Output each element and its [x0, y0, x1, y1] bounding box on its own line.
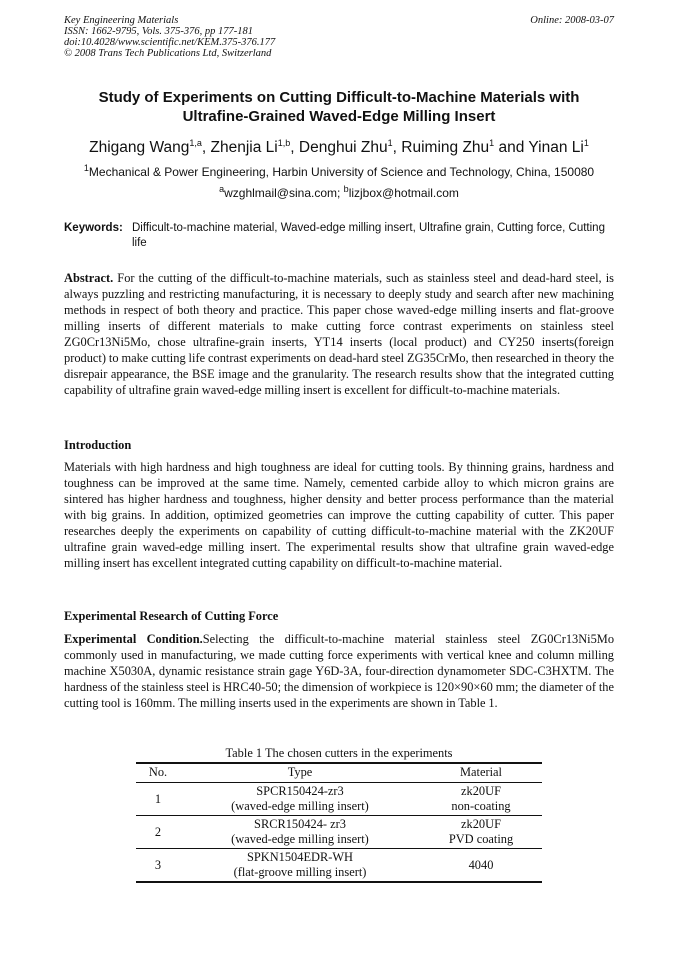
cell-material [420, 783, 542, 816]
author-name: Ruiming Zhu [401, 139, 490, 156]
abstract-label: Abstract. [64, 271, 114, 285]
cell-type [180, 783, 420, 816]
keywords-text: Difficult-to-machine material, Waved-edge milling insert, Ultrafine grain, Cutting force, Cutting life [132, 222, 605, 249]
author-separator: , [201, 139, 211, 156]
online-date: Online: 2008-03-07 [530, 15, 614, 26]
author-name: Yinan Li [528, 139, 584, 156]
cell-type [180, 849, 420, 883]
table-row [136, 816, 542, 849]
title-line-1: Study of Experiments on Cutting Difficult-to-Machine Materials with [98, 89, 580, 106]
experimental-condition-text: Selecting the difficult-to-machine material stainless steel ZG0Cr13Ni5Mo commonly used in manufacturing, we made cutting force experiments with vertical knee and column milling machine X5030A, dynamic resistance strain gage Y6D-3A, four-direction dynamometer SDC-C3HXTM. The hardness of the stainless steel is HRC40-50; the dimension of workpiece is 120×90×60 mm; the diameter of the cutting tool is 160mm. The milling inserts used in the experiments are shown in Table 1. [64, 632, 615, 710]
col-header-no: No. [136, 763, 180, 783]
experimental-condition [64, 631, 614, 711]
type-code: SRCR150424- zr3 [254, 817, 346, 831]
material-grade: zk20UF [461, 784, 501, 798]
author-name: Zhenjia Li [210, 139, 278, 156]
experimental-condition-label: Experimental Condition. [64, 632, 203, 646]
cutting-force-heading: Experimental Research of Cutting Force [64, 609, 279, 623]
affiliation [40, 164, 638, 180]
introduction-heading: Introduction [64, 438, 132, 452]
type-desc: (waved-edge milling insert) [231, 799, 369, 813]
doi-line: doi:10.4028/www.scientific.net/KEM.375-376.177 [64, 37, 276, 48]
author-sup: 1 [387, 137, 393, 148]
journal-header [64, 15, 275, 59]
material-grade: zk20UF [461, 817, 501, 831]
table-row [136, 849, 542, 883]
table-caption: Table 1 The chosen cutters in the experiments [225, 746, 453, 760]
author-emails [40, 185, 638, 201]
cell-material: 4040 [468, 857, 494, 872]
keywords-block [64, 221, 616, 251]
type-desc: (waved-edge milling insert) [231, 832, 369, 846]
cell-type [180, 816, 420, 849]
cell-no: 2 [154, 824, 162, 839]
issn-line: ISSN: 1662-9795, Vols. 375-376, pp 177-181 [64, 26, 253, 37]
table-row [136, 783, 542, 816]
email-sup-b: b [343, 184, 349, 194]
cell-no: 3 [154, 857, 162, 872]
cutters-table [136, 762, 542, 883]
cell-no: 1 [154, 791, 162, 806]
copyright-line: © 2008 Trans Tech Publications Ltd, Switzerland [64, 48, 272, 59]
type-code: SPCR150424-zr3 [256, 784, 344, 798]
affiliation-text: Mechanical & Power Engineering, Harbin University of Science and Technology, China, 150080 [88, 165, 595, 179]
keywords-label: Keywords: [64, 222, 123, 234]
author-name: Denghui Zhu [298, 139, 388, 156]
material-coating: PVD coating [448, 832, 514, 846]
author-name: Zhigang Wang [89, 139, 190, 156]
author-separator: , [392, 139, 402, 156]
table-header-row [136, 763, 542, 783]
type-desc: (flat-groove milling insert) [233, 865, 367, 879]
abstract-text: For the cutting of the difficult-to-machine materials, such as stainless steel and dead-hard steel, is always puzzling and restricting manufacturing, it is necessary to deeply study and search after new machining methods in respect of both theory and practice. This paper chose waved-edge milling inserts and flat-groove milling inserts of different materials to make cutting force contrast experiments on stainless steel ZG0Cr13Ni5Mo, chose ultrafine-grain inserts, YT14 inserts (local product) and CY250 inserts(foreign product) to make cutting life contrast experiments on dead-hard steel ZG35CrMo, then researched in theory the disrepair appearance, the BSE image and the granularity. The research results show that the integrated cutting capability of ultrafine grain waved-edge milling insert is excellent for difficult-to-machine materials. [64, 271, 614, 397]
email-a[interactable]: wzghlmail@sina.com; [224, 186, 344, 200]
journal-name: Key Engineering Materials [64, 15, 179, 26]
abstract [64, 270, 614, 398]
col-header-type: Type [180, 763, 420, 783]
type-code: SPKN1504EDR-WH [246, 850, 353, 864]
col-header-material: Material [420, 763, 542, 783]
author-sup: 1,a [189, 137, 202, 148]
title-line-2: Ultrafine-Grained Waved-Edge Milling Insert [182, 108, 496, 125]
author-separator: and [494, 139, 529, 156]
author-sup: 1,b [277, 137, 291, 148]
author-separator: , [290, 139, 299, 156]
cell-material [420, 816, 542, 849]
affiliation-sup: 1 [83, 163, 89, 173]
author-sup: 1 [583, 137, 589, 148]
email-b[interactable]: lizjbox@hotmail.com [348, 186, 459, 200]
author-list [40, 138, 638, 158]
email-sup-a: a [219, 184, 225, 194]
author-sup: 1 [489, 137, 495, 148]
paper-title [64, 88, 614, 126]
introduction-text: Materials with high hardness and high toughness are ideal for cutting tools. By thinning grains, hardness and toughness can be improved at the same time. Namely, cemented carbide alloy to which micron grains are sintered has higher hardness and toughness, higher density and better process performance than the material with big grains. In addition, optimized geometries can improve the cutting capability of cutter. This paper researches deeply the experiments on capability of cutting difficult-to-machine material with the ZK20UF ultrafine grain waved-edge milling insert. The experimental results show that ultrafine grain waved-edge milling insert has excellent integrated cutting capability on difficult-to-machine material. [64, 460, 614, 570]
material-coating: non-coating [451, 799, 511, 813]
